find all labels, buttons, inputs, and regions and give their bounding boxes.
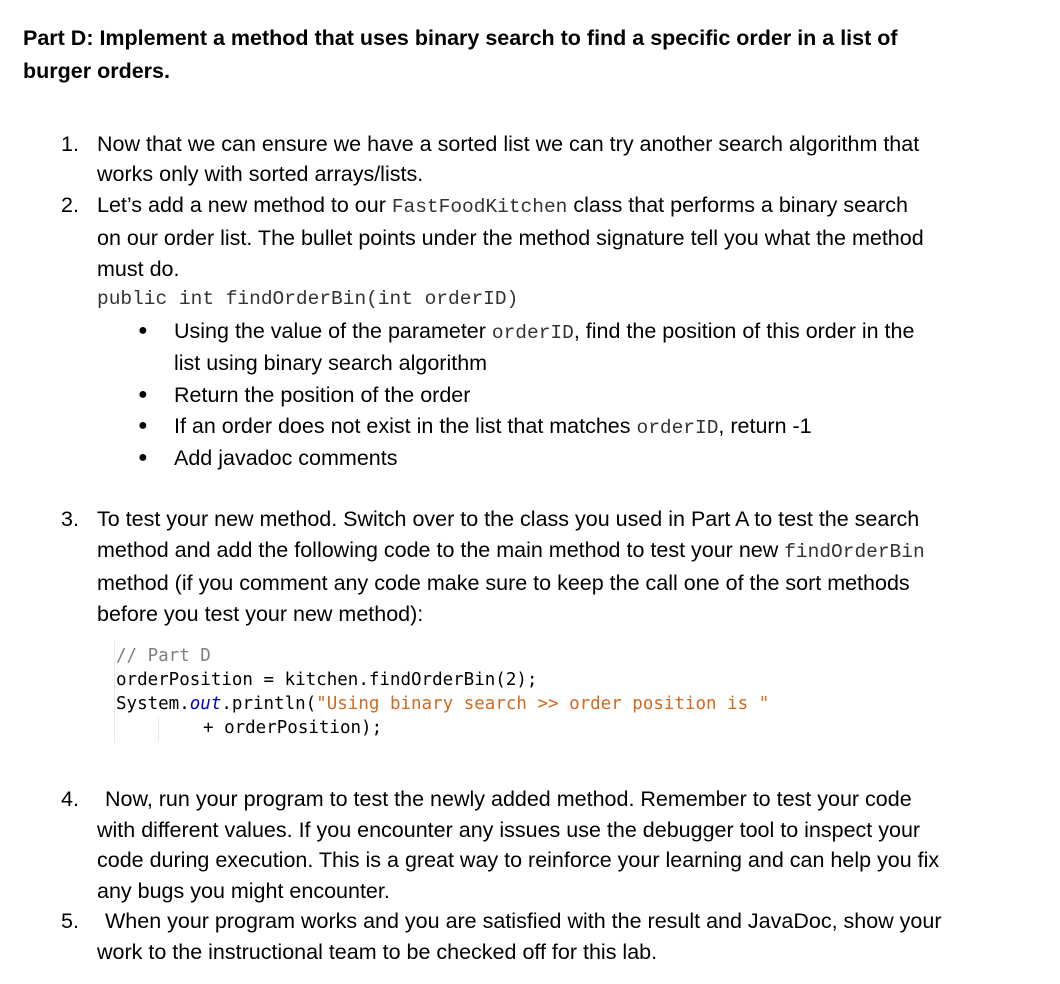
bullet-icon: ● xyxy=(138,417,148,434)
bullet-1-code: orderID xyxy=(491,322,574,344)
step-2-line-3: must do. xyxy=(97,257,180,281)
code-line-3-a: System. xyxy=(116,694,190,714)
step-5-line-1: When your program works and you are satisfied with the result and JavaDoc, show your xyxy=(105,909,942,933)
method-signature: public int findOrderBin(int orderID) xyxy=(97,288,519,310)
step-1-number: 1. xyxy=(61,132,79,156)
step-2-line-1 xyxy=(97,190,908,222)
code-line-4: + orderPosition); xyxy=(203,718,383,738)
code-line-3 xyxy=(116,692,769,716)
step-4-line-4: any bugs you might encounter. xyxy=(97,879,390,903)
step-3-line-1: To test your new method. Switch over to the class you used in Part A to test the search xyxy=(97,507,920,531)
code-line-3-string: "Using binary search >> order position is " xyxy=(316,694,770,714)
page-title-line-2: burger orders. xyxy=(23,59,170,83)
bullet-2: Return the position of the order xyxy=(174,383,471,407)
code-line-2: orderPosition = kitchen.findOrderBin(2); xyxy=(116,670,538,690)
step-5-number: 5. xyxy=(61,909,79,933)
bullet-icon: ● xyxy=(138,449,148,466)
step-3-line-2 xyxy=(97,535,925,567)
bullet-icon: ● xyxy=(138,322,148,339)
step-4-line-1: Now, run your program to test the newly added method. Remember to test your code xyxy=(105,787,912,811)
page-title-line-1: Part D: Implement a method that uses binary search to find a specific order in a list of xyxy=(23,26,898,50)
code-indent-guide xyxy=(114,641,115,743)
step-2-line-2: on our order list. The bullet points under the method signature tell you what the method xyxy=(97,226,924,250)
class-name-code: FastFoodKitchen xyxy=(391,196,568,218)
step-3-number: 3. xyxy=(61,507,79,531)
bullet-1-line-2: list using binary search algorithm xyxy=(174,351,488,375)
bullet-3-post: , return -1 xyxy=(718,414,812,438)
step-4-number: 4. xyxy=(61,787,79,811)
step-3-line-4: before you test your new method): xyxy=(97,602,424,626)
bullet-1-post: , find the position of this order in the xyxy=(573,319,915,343)
step-1-line-2: works only with sorted arrays/lists. xyxy=(97,162,424,186)
bullet-3 xyxy=(174,411,812,443)
method-name-code: findOrderBin xyxy=(784,541,925,563)
step-3-line-2-pre: method and add the following code to the main method to test your new xyxy=(97,538,785,562)
step-2-line-1-pre: Let’s add a new method to our xyxy=(97,193,392,217)
bullet-4: Add javadoc comments xyxy=(174,446,398,470)
step-4-line-2: with different values. If you encounter any issues use the debugger tool to inspect your xyxy=(97,818,921,842)
step-4-line-3: code during execution. This is a great way to reinforce your learning and can help you fix xyxy=(97,848,940,872)
bullet-1-line-1 xyxy=(174,316,914,348)
bullet-3-pre: If an order does not exist in the list that matches xyxy=(174,414,637,438)
code-line-3-c: .println( xyxy=(221,694,317,714)
step-1-line-1: Now that we can ensure we have a sorted list we can try another search algorithm that xyxy=(97,132,920,156)
bullet-3-code: orderID xyxy=(636,417,719,439)
step-2-number: 2. xyxy=(61,193,79,217)
bullet-icon: ● xyxy=(138,386,148,403)
step-2-line-1-post: class that performs a binary search xyxy=(567,193,908,217)
bullet-1-pre: Using the value of the parameter xyxy=(174,319,492,343)
code-line-3-out: out xyxy=(189,694,222,714)
code-line-1: // Part D xyxy=(116,646,211,666)
code-indent-guide xyxy=(158,718,159,742)
step-3-line-3: method (if you comment any code make sure to keep the call one of the sort methods xyxy=(97,571,910,595)
step-5-line-2: work to the instructional team to be checked off for this lab. xyxy=(97,940,658,964)
